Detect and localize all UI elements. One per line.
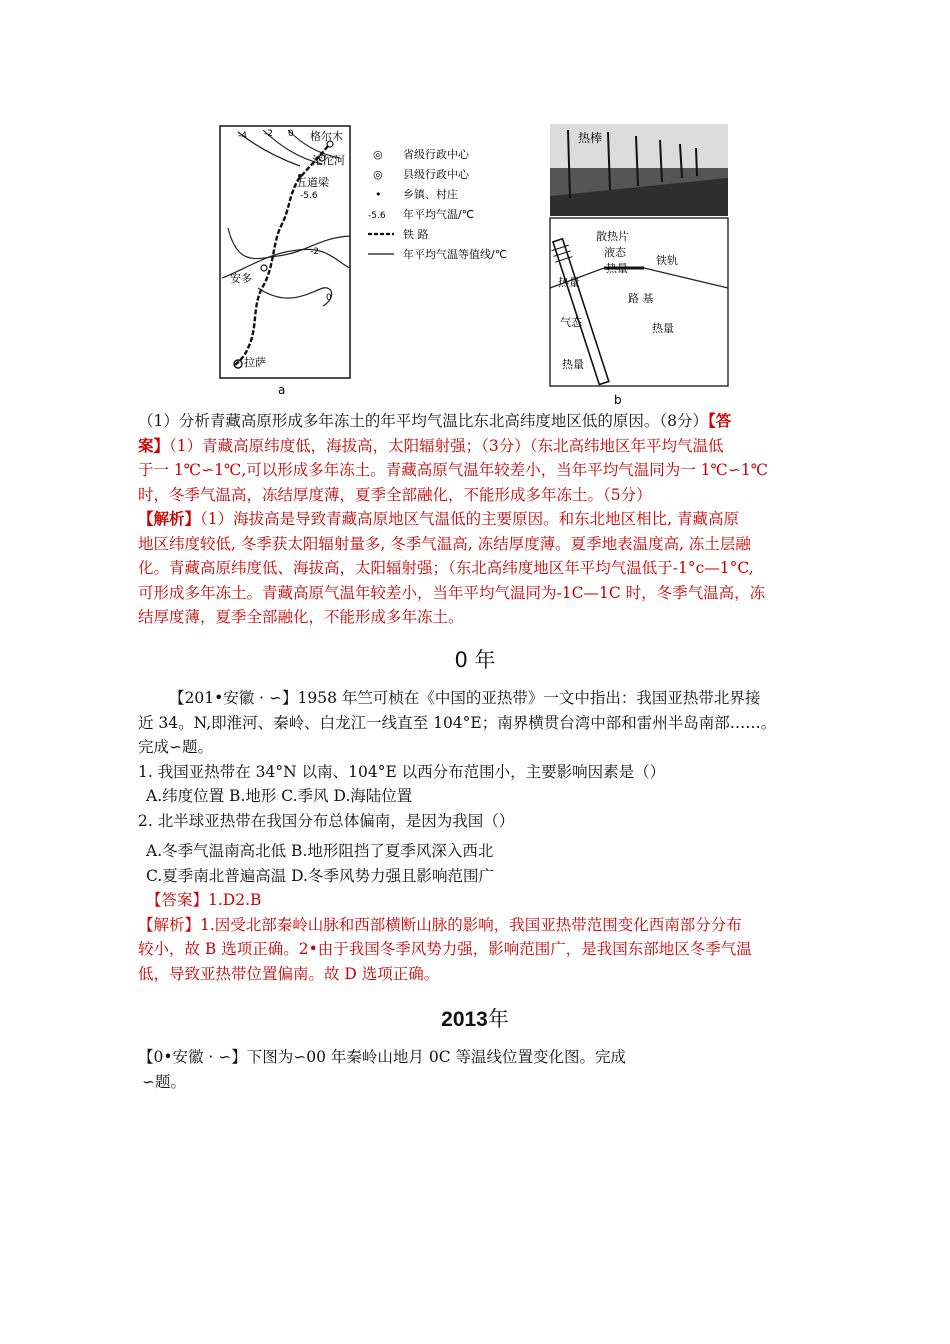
legend-label: 铁 路 [403, 228, 429, 241]
question-1-stem: （1）分析青藏高原形成多年冻土的年平均气温比东北高纬度地区低的原因。（8分） [138, 412, 708, 430]
answer-line: 【答案】1.D2.B [146, 891, 262, 909]
analysis-tag: 【解析】 [138, 509, 201, 528]
answer-tag: 【答 [707, 411, 732, 430]
diagram-label: 热量 [652, 322, 674, 335]
answer-line: （1）青藏高原纬度低，海拔高，太阳辐射强；（3分）（东北高纬地区年平均气温低 [169, 436, 724, 455]
section-heading-2013 [0, 1003, 950, 1033]
analysis-line: 【解析】1.因受北部秦岭山脉和西部横断山脉的影响，我国亚热带范围变化西南部分分布 [138, 915, 742, 934]
section-2-block [138, 1045, 818, 1094]
figure-caption: b [614, 393, 622, 407]
isotherm-line [258, 288, 332, 306]
answer-tag: 案】 [138, 435, 170, 455]
analysis-line: 较小，故 B 选项正确。2•由于我国冬季风势力强，影响范围广，是我国东部地区冬季气温 [138, 940, 752, 958]
answer-line: 于一 1℃∽1℃,可以形成多年冻土。青藏高原气温年较差小，当年平均气温同为一 1℃∽1℃ [138, 461, 769, 479]
analysis-line: 地区纬度较低, 冬季获太阳辐射量多, 冬季气温高, 冻结厚度薄。夏季地表温度高, 冻土层融 [138, 534, 751, 553]
analysis-line: 可形成多年冻土。青藏高原气温年较差小，当年平均气温同为-1C—1C 时，冬季气温高，冻 [138, 583, 766, 602]
intro-line: ∽题。 [142, 1072, 186, 1091]
diagram-label: 热量 [562, 358, 584, 371]
legend-label: 县级行政中心 [403, 168, 469, 181]
diagram-label: 液态 [604, 246, 626, 259]
place-label: 安多 [230, 272, 252, 285]
place-label: 拉萨 [244, 356, 266, 369]
section-heading: 0 年 [454, 648, 496, 672]
legend-symbol: ◎ [373, 168, 383, 181]
heading-unit: 年 [487, 1007, 509, 1031]
analysis-line: 低，导致亚热带位置偏南。故 D 选项正确。 [138, 964, 440, 983]
analysis-line: 结厚度薄，夏季全部融化，不能形成多年冻土。 [138, 608, 464, 626]
question-options: A.纬度位置 B.地形 C.季风 D.海陆位置 [146, 787, 413, 805]
legend-label: 乡镇、村庄 [403, 188, 458, 201]
place-label: 格尔木 [310, 130, 343, 143]
question-options: C.夏季南北普遍高温 D.冬季风势力强且影响范围广 [146, 866, 494, 885]
diagram-label: 路 基 [628, 292, 654, 305]
diagram-label: 散热片 [596, 230, 629, 243]
question-stem: 2. 北半球亚热带在我国分布总体偏南，是因为我国（） [138, 811, 515, 830]
temp-label: 0 [326, 293, 332, 303]
temp-label: -4 [238, 131, 247, 141]
place-label: 沱沱河 [312, 154, 345, 167]
temp-label: -2 [310, 247, 319, 257]
section-1-block [138, 686, 818, 986]
heading-year: 2013 [441, 1008, 488, 1031]
place-label: 五道梁 [296, 176, 329, 189]
figure-caption: a [278, 383, 286, 397]
isotherm-line [228, 228, 350, 259]
temp-label: -2 [264, 129, 273, 139]
answer-line: 时，冬季气温高，冻结厚度薄，夏季全部融化，不能形成多年冻土。（5分） [138, 485, 652, 504]
diagram-label: 铁轨 [656, 254, 678, 267]
city-marker [261, 265, 267, 271]
legend-label: 年平均气温/℃ [403, 208, 475, 221]
legend-symbol: • [375, 188, 382, 201]
photo-label: 热棒 [578, 131, 603, 145]
question-stem: 1. 我国亚热带在 34°N 以南、104°E 以西分布范围小，主要影响因素是（） [138, 762, 666, 781]
diagram-label: 热量 [558, 276, 580, 289]
legend-label: 省级行政中心 [403, 148, 469, 161]
diagram-label: 气态 [560, 316, 582, 329]
analysis-line: 化。青藏高原纬度低、海拔高，太阳辐射强；（东北高纬度地区年平均气温低于-1°c—1°C, [138, 559, 754, 577]
temp-label: -5.6 [300, 191, 318, 201]
intro-line: 【201•安徽 · ∽】1958 年竺可桢在《中国的亚热带》一文中指出：我国亚热带北界接 [169, 689, 761, 707]
intro-line: 完成∽题。 [138, 738, 213, 756]
figure-a-map [218, 118, 528, 408]
temp-label: 0 [288, 129, 294, 139]
question-options: A.冬季气温南高北低 B.地形阻挡了夏季风深入西北 [146, 842, 494, 860]
question-1-block [138, 409, 818, 630]
legend-label: 年平均气温等值线/℃ [403, 248, 508, 261]
diagram-label: 热量 [606, 262, 628, 275]
map-legend [368, 147, 507, 261]
intro-line: 近 34。N,即淮河、秦岭、白龙江一线直至 104°E；南界横贯台湾中部和雷州半岛南部……。 [138, 713, 777, 732]
analysis-line: （1）海拔高是导致青藏高原地区气温低的主要原因。和东北地区相比, 青藏高原 [200, 510, 739, 528]
legend-symbol: ◎ [373, 148, 383, 161]
intro-line: 【0•安徽 · ∽】下图为∽00 年秦岭山地月 0C 等温线位置变化图。完成 [138, 1048, 626, 1066]
figure-b-heat-pipe [544, 118, 734, 408]
legend-symbol: -5.6 [368, 211, 386, 221]
